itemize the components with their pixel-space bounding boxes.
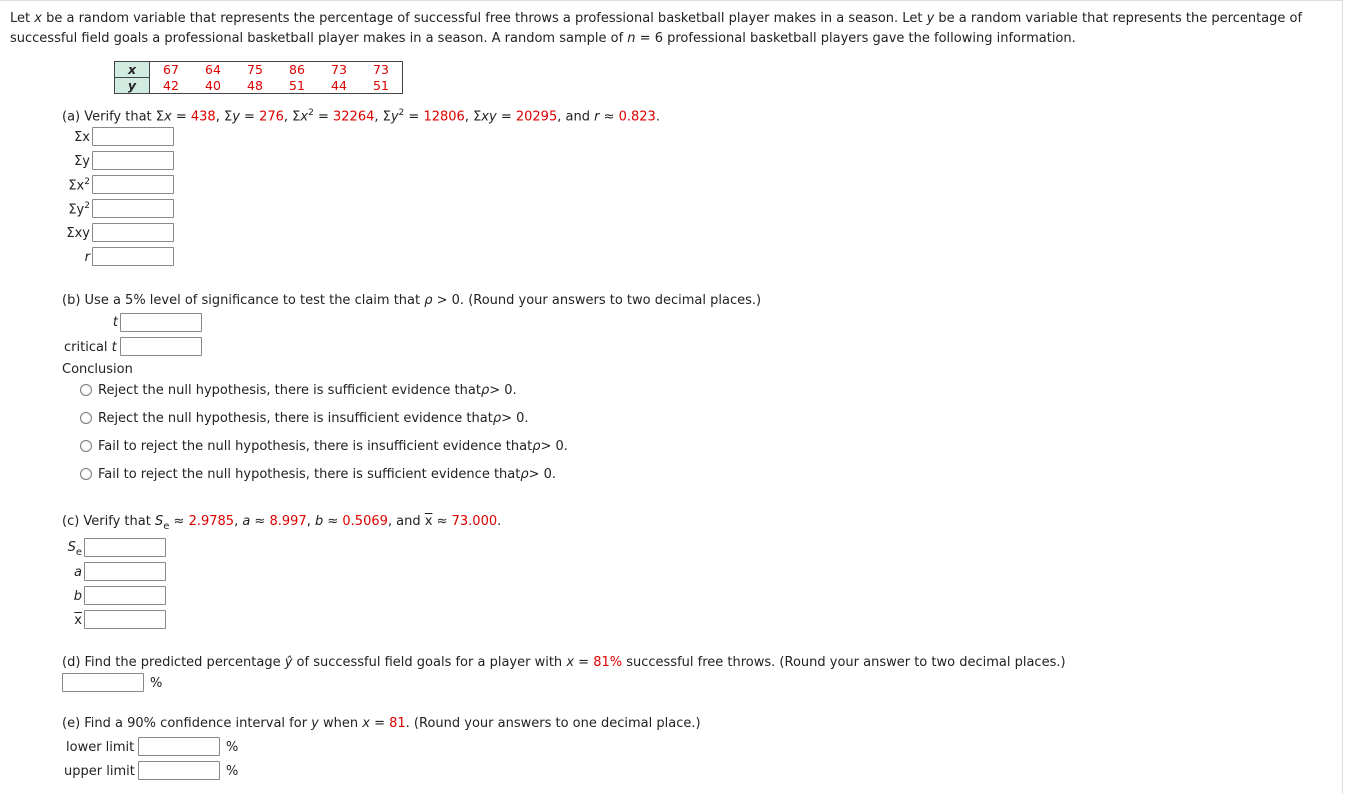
conclusion-option-2[interactable]: Reject the null hypothesis, there is insufficient evidence that ρ > 0.: [80, 409, 529, 427]
sum-x2-input[interactable]: [92, 175, 174, 194]
table-cell: 51: [276, 78, 318, 94]
table-cell: 48: [234, 78, 276, 94]
t-label: t: [112, 315, 118, 330]
sum-xy-label: Σxy: [66, 226, 90, 241]
part-d-prompt: (d) Find the predicted percentage ŷ of successful field goals for a player with x = 81% successful free throws. (Round your answer to two decimal places.): [62, 655, 1066, 670]
conclusion-option-1[interactable]: Reject the null hypothesis, there is sufficient evidence that ρ > 0.: [80, 381, 517, 399]
table-cell: 67: [150, 62, 193, 78]
table-header-x: x: [115, 62, 150, 78]
part-c-prompt: (c) Verify that $S_e \approx 2.9785$, a ≈ 8.997, b ≈ 0.5069, and $\overline{x} \approx 73.000$.: [62, 514, 502, 532]
table-cell: 86: [276, 62, 318, 78]
r-input[interactable]: [92, 247, 174, 266]
table-row-y: [115, 78, 403, 94]
table-cell: 42: [150, 78, 193, 94]
se-label: $S_e$: [67, 540, 82, 558]
table-header-y: y: [115, 78, 150, 94]
xbar-input[interactable]: [84, 610, 166, 629]
table-cell: 40: [192, 78, 234, 94]
percent-unit: %: [226, 740, 239, 755]
percent-unit: %: [150, 676, 163, 691]
predicted-y-input[interactable]: [62, 673, 144, 692]
percent-unit: %: [226, 764, 239, 779]
upper-limit-label: upper limit: [64, 764, 135, 779]
sum-xy-input[interactable]: [92, 223, 174, 242]
b-input[interactable]: [84, 586, 166, 605]
radio-button[interactable]: [80, 468, 92, 480]
part-e-prompt: (e) Find a 90% confidence interval for y when x = 81. (Round your answers to one decimal place.): [62, 716, 701, 731]
table-cell: 51: [360, 78, 403, 94]
sum-y-input[interactable]: [92, 151, 174, 170]
a-label: a: [74, 565, 82, 580]
table-cell: 64: [192, 62, 234, 78]
table-cell: 73: [360, 62, 403, 78]
sum-x-input[interactable]: [92, 127, 174, 146]
table-cell: 73: [318, 62, 360, 78]
radio-button[interactable]: [80, 440, 92, 452]
radio-button[interactable]: [80, 384, 92, 396]
sum-x-label: Σx: [74, 130, 90, 145]
part-b-prompt: (b) Use a 5% level of significance to test the claim that ρ > 0. (Round your answers to two decimal places.): [62, 293, 762, 308]
sum-y2-input[interactable]: [92, 199, 174, 218]
sum-x2-label: $\Sigma x^2$: [68, 177, 90, 194]
sum-y2-label: $\Sigma y^2$: [68, 201, 90, 218]
b-label: b: [73, 589, 82, 604]
r-label: r: [84, 250, 90, 265]
critical-t-label: critical t: [64, 340, 117, 355]
data-table: [114, 61, 403, 94]
conclusion-option-4[interactable]: Fail to reject the null hypothesis, there is sufficient evidence that ρ > 0.: [80, 465, 556, 483]
conclusion-option-3[interactable]: Fail to reject the null hypothesis, there is insufficient evidence that ρ > 0.: [80, 437, 568, 455]
table-row-x: [115, 62, 403, 78]
problem-intro: Let x be a random variable that represents the percentage of successful free throws a professional basketball player makes in a season. Let y be a random variable that represents the percentage of successful field goals a professional basketball player makes in a season. A random sample of n = 6 professional basketball players gave the following information.: [10, 11, 1303, 46]
xbar-label: $\overline{x}$: [74, 613, 82, 628]
table-cell: 75: [234, 62, 276, 78]
conclusion-label: Conclusion: [62, 362, 133, 377]
critical-t-input[interactable]: [120, 337, 202, 356]
t-statistic-input[interactable]: [120, 313, 202, 332]
table-cell: 44: [318, 78, 360, 94]
sum-y-label: Σy: [74, 154, 90, 169]
lower-limit-input[interactable]: [138, 737, 220, 756]
upper-limit-input[interactable]: [138, 761, 220, 780]
a-input[interactable]: [84, 562, 166, 581]
lower-limit-label: lower limit: [66, 740, 135, 755]
se-input[interactable]: [84, 538, 166, 557]
part-a-prompt: (a) Verify that Σx = 438, Σy = 276, $\Sigma x^2 = 32264$, $\Sigma y^2 = 12806$, Σxy = 20295, and r ≈ 0.823.: [62, 108, 660, 125]
radio-button[interactable]: [80, 412, 92, 424]
